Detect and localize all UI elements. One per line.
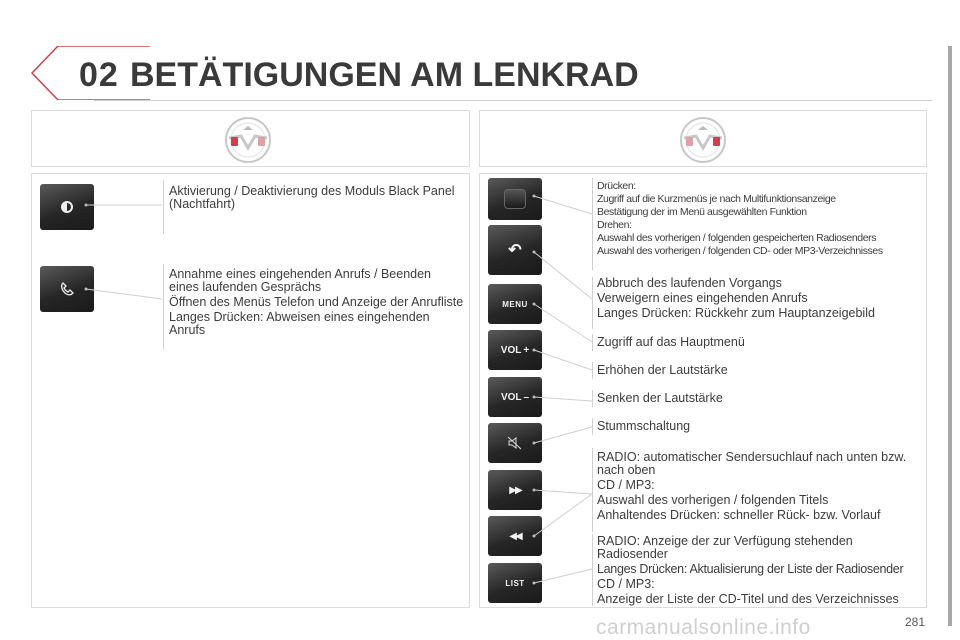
steering-wheel-right-icon	[674, 116, 732, 164]
mute-description: Stummschaltung	[597, 419, 691, 433]
menu-description: Zugriff auf das Hauptmenü	[597, 335, 745, 349]
menu-button-label: MENU	[502, 299, 528, 309]
knob-icon	[504, 189, 526, 209]
right-bracket-list	[592, 534, 593, 606]
knob-description: Drücken: Zugriff auf die Kurzmenüs je nach Multifunktionsanzeige Bestätigung der im Menü ausgewählten Funktion Drehen: Auswahl des vorherigen / folgenden gespeicherten Radiosenders Auswahl des vorherigen / folgenden CD- oder MP3-Verzeichnisses	[597, 180, 883, 257]
volume-down-description: Senken der Lautstärke	[597, 391, 723, 405]
volume-up-button[interactable]	[488, 330, 542, 370]
right-bracket-volup	[592, 362, 593, 379]
phone-button[interactable]	[40, 266, 94, 312]
right-bracket-menu	[592, 334, 593, 351]
rotary-knob-button[interactable]	[488, 178, 542, 220]
seek-forward-button[interactable]	[488, 470, 542, 510]
mute-button[interactable]	[488, 423, 542, 463]
black-panel-description: Aktivierung / Deaktivierung des Moduls Black Panel (Nachtfahrt)	[169, 184, 455, 211]
black-panel-button[interactable]	[40, 184, 94, 230]
volume-down-label: VOL	[500, 391, 522, 403]
page-side-bar	[948, 46, 952, 626]
right-controls-panel	[479, 173, 927, 608]
volume-up-label: VOL	[500, 344, 522, 356]
steering-wheel-left-icon	[219, 116, 277, 164]
menu-button[interactable]	[488, 284, 542, 324]
phone-description: Annahme eines eingehenden Anrufs / Beenden eines laufenden Gesprächs Öffnen des Menüs Telefon und Anzeige der Anrufliste Langes Drücken: Abweisen eines eingehenden Anrufs	[169, 267, 464, 337]
page-number: 281	[905, 615, 926, 629]
left-bracket-2	[163, 264, 164, 349]
steering-wheel-left-panel	[31, 110, 470, 167]
fast-forward-icon: ▶▶	[509, 484, 521, 496]
title-divider	[94, 100, 932, 101]
left-callout-lines	[32, 174, 471, 609]
plus-icon: +	[523, 344, 530, 356]
page-title: BETÄTIGUNGEN AM LENKRAD	[130, 56, 639, 94]
watermark-text: carmanualsonline.info	[596, 616, 811, 639]
list-button-label: LIST	[505, 578, 525, 588]
right-bracket-voldown	[592, 390, 593, 407]
right-bracket-knob	[592, 178, 593, 270]
volume-down-button[interactable]	[488, 377, 542, 417]
left-bracket-1	[163, 180, 164, 234]
volume-up-description: Erhöhen der Lautstärke	[597, 363, 728, 377]
steering-wheel-right-panel	[479, 110, 927, 167]
list-button[interactable]	[488, 563, 542, 603]
rewind-icon: ◀◀	[509, 530, 521, 542]
seek-description: RADIO: automatischer Sendersuchlauf nach unten bzw. nach oben CD / MP3: Auswahl des vorherigen / folgenden Titels Anhaltendes Drücken: schneller Rück- bzw. Vorlauf	[597, 450, 907, 522]
speaker-muted-icon	[507, 436, 523, 450]
right-bracket-seek	[592, 448, 593, 532]
right-bracket-back	[592, 277, 593, 329]
volume-down-label-group	[501, 392, 529, 403]
chapter-number: 02	[79, 56, 119, 94]
back-arrow-icon: ↶	[508, 242, 522, 259]
back-description: Abbruch des laufenden Vorgangs Verweigern eines eingehenden Anrufs Langes Drücken: Rückkehr zum Hauptanzeigebild	[597, 276, 875, 320]
phone-handset-icon	[59, 281, 75, 297]
left-controls-panel	[31, 173, 470, 608]
back-button[interactable]	[488, 225, 542, 275]
volume-up-label-group	[501, 345, 529, 356]
dimmer-half-circle-icon	[61, 201, 73, 213]
seek-back-button[interactable]	[488, 516, 542, 556]
minus-icon: –	[523, 391, 530, 403]
right-bracket-mute	[592, 418, 593, 435]
list-description: RADIO: Anzeige der zur Verfügung stehenden Radiosender Langes Drücken: Aktualisierung der Liste der Radiosender CD / MP3: Anzeige der Liste der CD-Titel und des Verzeichnisses	[597, 534, 904, 606]
